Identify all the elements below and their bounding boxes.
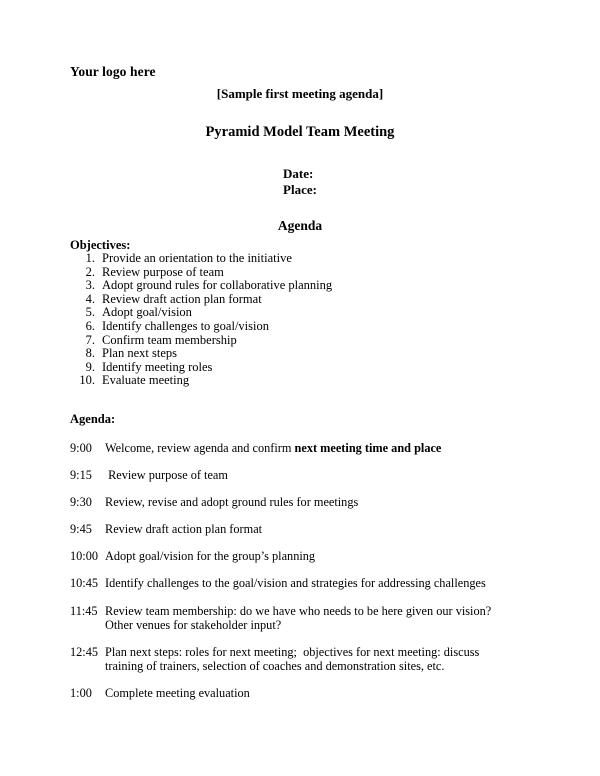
agenda-entry	[70, 468, 520, 482]
agenda-list-heading: Agenda:	[70, 412, 116, 426]
agenda-entry	[70, 495, 520, 509]
agenda-entry	[70, 645, 520, 673]
agenda-entry-text-emphasis: next meeting time and place	[294, 441, 442, 455]
list-item	[70, 361, 510, 375]
list-item-label: Identify meeting roles	[102, 359, 213, 374]
agenda-entry-time: 9:30	[70, 495, 92, 510]
list-item-number: 7.	[85, 332, 95, 347]
agenda-entry-time: 11:45	[70, 603, 98, 618]
agenda-entry-time: 9:00	[70, 441, 92, 455]
agenda-entry-time: 9:45	[70, 522, 92, 537]
list-item-number: 2.	[85, 264, 95, 279]
list-item-label: Adopt ground rules for collaborative planning	[102, 278, 333, 293]
list-item	[70, 279, 510, 293]
document-subtitle: [Sample first meeting agenda]	[216, 86, 384, 101]
agenda-entry-text-plain: Welcome, review agenda and confirm	[105, 441, 295, 455]
list-item-label: Provide an orientation to the initiative	[102, 251, 292, 265]
date-place-block	[70, 166, 530, 198]
logo-placeholder: Your logo here	[70, 64, 156, 79]
agenda-entry-time: 12:45	[70, 644, 99, 659]
list-item-number: 5.	[85, 305, 95, 320]
agenda-entry-description: Review purpose of team	[105, 468, 228, 483]
agenda-entry-description: Review draft action plan format	[105, 522, 263, 537]
list-item-number: 10.	[79, 373, 95, 388]
date-label: Date:	[283, 166, 314, 181]
list-item-label: Review purpose of team	[102, 264, 224, 279]
list-item	[70, 266, 510, 280]
agenda-entry-description: Complete meeting evaluation	[105, 686, 250, 701]
list-item-label: Adopt goal/vision	[102, 305, 192, 320]
list-item-number: 1.	[85, 251, 95, 265]
list-item	[70, 252, 510, 266]
place-label: Place:	[283, 182, 317, 197]
list-item	[70, 293, 510, 307]
list-item-number: 3.	[85, 278, 95, 293]
agenda-entry-description	[105, 441, 520, 455]
objectives-list	[70, 252, 510, 388]
agenda-entry-description: Adopt goal/vision for the group’s planning	[105, 549, 316, 564]
agenda-entry-description: Plan next steps: roles for next meeting; objectives for next meeting: discuss training of trainers, selection of coaches and demonstration sites, etc.	[105, 644, 483, 674]
list-item-label: Identify challenges to goal/vision	[102, 318, 269, 333]
agenda-entry	[70, 522, 520, 536]
agenda-entry-time: 1:00	[70, 686, 92, 701]
list-item	[70, 347, 510, 361]
agenda-entry	[70, 549, 520, 563]
agenda-entry-time: 10:00	[70, 549, 99, 564]
objectives-heading: Objectives:	[70, 238, 131, 252]
list-item	[70, 334, 510, 348]
agenda-entry-description: Identify challenges to the goal/vision and strategies for addressing challenges	[105, 576, 486, 591]
agenda-entry	[70, 576, 520, 590]
list-item	[70, 306, 510, 320]
agenda-entry	[70, 686, 520, 700]
list-item-number: 8.	[85, 346, 95, 361]
agenda-schedule	[70, 441, 520, 713]
list-item-label: Review draft action plan format	[102, 291, 262, 306]
agenda-entry	[70, 441, 520, 455]
document-header	[70, 84, 530, 235]
list-item	[70, 320, 510, 334]
list-item-number: 4.	[85, 291, 95, 306]
agenda-entry	[70, 604, 520, 632]
agenda-entry-description: Review team membership: do we have who needs to be here given our vision? Other venues for stakeholder input?	[105, 603, 495, 632]
list-item-label: Evaluate meeting	[102, 373, 190, 388]
agenda-entry-time: 10:45	[70, 576, 99, 591]
agenda-entry-time: 9:15	[70, 468, 92, 483]
agenda-entry-description: Review, revise and adopt ground rules for meetings	[105, 495, 359, 510]
list-item	[70, 374, 510, 388]
agenda-section-title: Agenda	[277, 218, 323, 233]
document-title: Pyramid Model Team Meeting	[205, 124, 395, 140]
list-item-label: Confirm team membership	[102, 332, 237, 347]
list-item-label: Plan next steps	[102, 346, 177, 361]
list-item-number: 9.	[85, 359, 95, 374]
list-item-number: 6.	[85, 318, 95, 333]
